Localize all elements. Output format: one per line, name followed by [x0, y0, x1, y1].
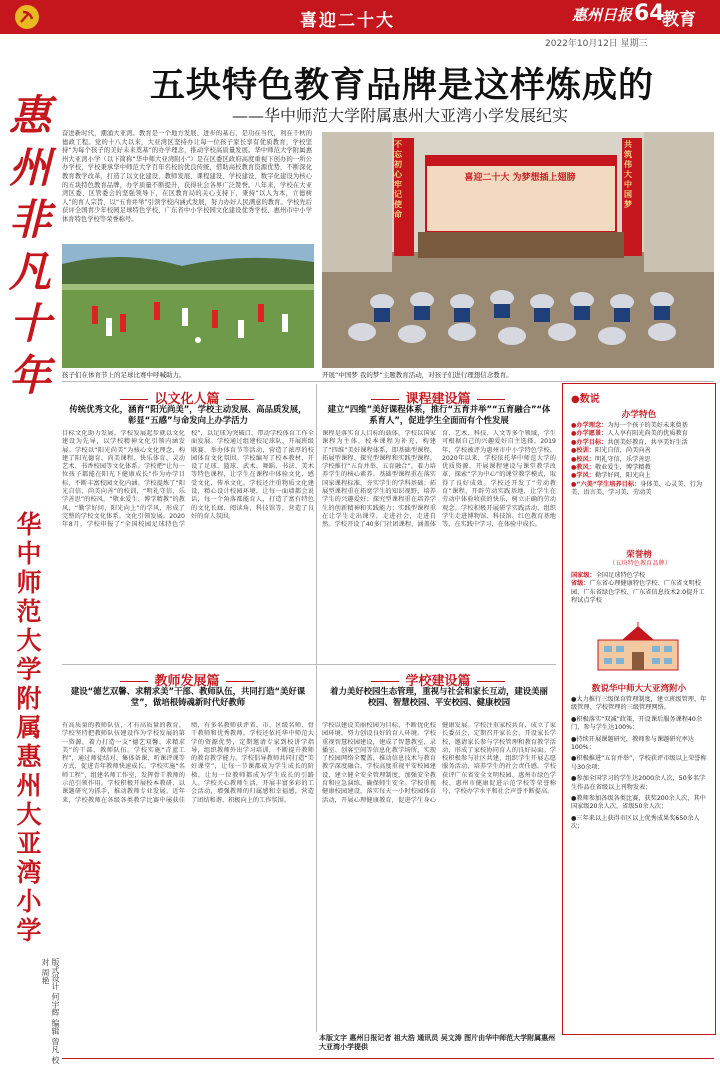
- photo2-caption: 开展“中国梦 我的梦”主题教育活动，对孩子们进行理想信念教育。: [322, 371, 513, 379]
- data-title: 数说华中师大大亚湾附小: [591, 684, 687, 694]
- section-culture-deck: 传统优秀文化，涵育“阳光尚美”，学校主动发展、高品质发展，彰显“五感”与命发向上办学活力: [69, 404, 307, 425]
- list-item: ●“六美”学生培养目标：身体美、心灵美、行为美、语言美、学习美、劳动美: [571, 480, 703, 497]
- list-item: ●积极推进“五育并举”，学校获评市级以上荣誉称号30余项；: [571, 755, 707, 771]
- data-list: [571, 696, 709, 832]
- page-number: 64: [634, 1, 665, 26]
- divider-mid: [62, 664, 556, 665]
- school-building-illustration: [588, 622, 688, 674]
- page-name: 教育: [662, 10, 696, 30]
- list-item: ●持续开展课题研究，教师参与课题研究率达100%；: [571, 735, 694, 752]
- list-item: ●校风：明礼守信，乐学善思: [571, 455, 651, 463]
- section-culture-title: 以文化人篇: [62, 388, 312, 407]
- list-item: ●积极落实“双减”政策，开设课后服务课程40余门，参与学生达100%；: [571, 715, 703, 732]
- photo-soccer-match: [62, 244, 314, 368]
- list-item: 省级：广东省心理健康特色学校、广东省文明校园、广东省绿色学校、广东省信息技术2.0提升工程试点学校: [571, 580, 705, 605]
- list-item: ●三年来以上获得市区以上优秀成果奖650余人次；: [571, 814, 700, 831]
- footer-rule: [62, 1058, 714, 1059]
- date-line: 2022年10月12日 星期三: [545, 39, 648, 49]
- list-item: ●参加全国学习的学生达2000余人次，50多名学生作品在省级以上刊物发表；: [571, 775, 706, 791]
- feature-title: 办学特色: [621, 410, 657, 420]
- side-credit: 版式设计 何宇辉 编辑 曾凡 校对 周艳: [41, 958, 60, 1065]
- party-emblem-icon: [14, 4, 40, 30]
- list-item: ●办学愿景：人人享有阳光尚美的优质教育: [571, 430, 688, 438]
- side-title: 惠州非凡十年: [8, 91, 51, 400]
- photo2-slogan-right: 共筑伟大中国梦: [624, 140, 632, 209]
- section-teacher-body: 有高质量的教师队伍，才有高质量的教育。学校坚持把教师队伍建设作为学校发展的第一资源，着力打造一支“德艺双馨、求精求美”的干部、教师队伍。学校实施“青蓝工程”，通过师徒结对、集体备课、听课评课等方式，促进青年教师快速成长。学校实施“名师工程”，组建名师工作室，发挥骨干教师的示范引领作用。学校积极开展校本教研，以课题研究为抓手，推动教师专业发展。近年来，学校教师在各级各类教学比赛中屡获佳绩，有多名教师获评省、市、区级名师、骨干教师和优秀教师。学校还依托华中师范大学的资源优势，定期邀请专家到校讲学指导，组织教师外出学习培训，不断提升教师的教育教学能力。学校倡导教师共同打造“美好课堂”，让每一节课都成为学生成长的阶梯，让每一位教师都成为学生成长的引路人。学校关心教师生活，开展丰富多彩的工会活动，增强教师的归属感和幸福感，营造了团结和谐、积极向上的工作氛围。: [62, 722, 314, 804]
- list-item: ●校训：阳光自信，尚美向善: [571, 447, 651, 455]
- paper-name: 惠州日报: [572, 6, 633, 24]
- list-item: ●教师参加各级各类比赛，获奖200余人次，其中国家级20余人次，省级50余人次；: [571, 795, 706, 811]
- section-teacher-deck: 建设“德艺双馨、求精求美”干部、教师队伍，共同打造“美好课堂”，做培根铸魂新时代好教师: [70, 686, 306, 707]
- byline: 本版文字 惠州日报记者 祖大浩 通讯员 吴文涛 图片由华中师范大学附属惠州大亚湾小学提供: [319, 1034, 556, 1051]
- photo-assembly-hall: [322, 132, 714, 368]
- facts-title: ●数说: [571, 394, 600, 405]
- divider-col1: [316, 384, 317, 1032]
- list-item: ●学风：勤学好问，阳光向上: [571, 472, 651, 480]
- photo2-banner: 喜迎二十大 为梦想插上翅膀: [464, 173, 576, 183]
- section-curriculum-deck: 建立“四维”美好课程体系，推行“五育并举”“五育融合”“体系育人”，促进学生全面而有个性发展: [327, 404, 551, 425]
- main-headline: 五块特色教育品牌是这样炼成的: [150, 65, 655, 106]
- photo2-slogan-left: 不忘初心牢记使命: [394, 140, 402, 219]
- list-item: ●办学目标：共创美好教育，共享美好生活: [571, 438, 688, 446]
- page-header: [0, 0, 720, 34]
- section-title: 喜迎二十大: [300, 11, 395, 31]
- section-campus-deck: 着力美好校园生态管理，重视与社会和家长互动，建设美丽校园、智慧校园、平安校园、健康校园: [330, 686, 548, 707]
- section-campus-title: 学校建设篇: [322, 670, 554, 689]
- honor-list: [571, 572, 709, 606]
- intro-text: 奋进新时代，潮涌大亚湾。教育是一个地方发展、进步的基石，是功在当代，利在千秋的德政工程。党的十八大以来，大亚湾区坚持办让每一位孩子家长享有优质教育，学校坚持“为每个孩子的美好未来奠基”的办学理念，推动学校高质量发展。华中师范大学附属惠州大亚湾小学（以下简称“华中师大亚湾附小”）是在区委区政府高度重视下创办的一所公办学校，学校秉承华中师范大学百年名校的优良传统，借助高校教育资源优势，不断深化教育教学改革，打造了以文化建设、教师发展、课程建设、学校建设、数字化建设为核心的五块特色教育品牌，办学质量不断提升，获得社会各界广泛赞誉。八年来，学校在大亚湾区委、区管委会的坚强领导下，在区教育局的关心支持下，秉持“以人为本，立德树人”的育人宗旨，以“五育并举”引领学校内涵式发展，努力办好人民满意的教育。学校先后获评全国青少年校园足球特色学校、广东省中小学校园文化建设优秀学校、惠州市中小学体育特色学校等荣誉称号。: [62, 130, 312, 223]
- list-item: 国家级：全国足球特色学校: [571, 572, 646, 579]
- sub-headline: ——华中师范大学附属惠州大亚湾小学发展纪实: [232, 106, 569, 125]
- honor-note: （五块特色教育品牌）: [609, 560, 671, 567]
- section-curriculum-body: 课程是落实育人目标的载体。学校以国家课程为主体，校本课程为补充，构建了“四维”美好课程体系，即基础型课程、拓展型课程、探究型课程和实践型课程。学校推行“五育并举、五育融合”，着力培养学生的核心素养。基础型课程重在落实国家课程标准，夯实学生的学科基础；拓展型课程重在拓宽学生的知识视野，培养学生的兴趣爱好；探究型课程重在培养学生的创新精神和实践能力；实践型课程重在让学生走出课堂，走进社会，走进自然。学校开设了40多门社团课程，涵盖体育、艺术、科技、人文等多个领域，学生可根据自己的兴趣爱好自主选择。2019年，学校被评为惠州市中小学特色学校。2020年以来，学校依托华中师范大学的优质资源，开展课程建设与课堂教学改革，探索“学为中心”的课堂教学模式，取得了良好成效。学校还开发了“劳动教育”课程，开辟劳动实践基地，让学生在劳动中体验收获的快乐，树立正确的劳动观念。学校积极开展研学实践活动，组织学生走进博物馆、科技馆、红色教育基地等，在实践中学习，在体验中成长。: [322, 430, 556, 529]
- side-subtitle: 华中师范大学附属惠州大亚湾小学: [16, 510, 42, 945]
- photo1-caption: 孩子们在体育节上的足球比赛中呼喊助力。: [62, 371, 186, 379]
- list-item: ●大力推行三级保育管理制度，建立班级管理、年级管理、学校管理的三级管理网络。: [571, 696, 707, 712]
- facts-sidebar: [562, 383, 716, 1035]
- section-teacher-title: 教师发展篇: [62, 670, 312, 689]
- section-curriculum-title: 课程建设篇: [322, 388, 554, 407]
- feature-list: [571, 422, 709, 498]
- honor-title: 荣誉榜: [626, 550, 652, 560]
- list-item: ●教风：敬业爱生，博学精教: [571, 464, 651, 472]
- list-item: ●办学理念：为每一个孩子的美好未来奠基: [571, 422, 688, 429]
- section-culture-body: 目标文化助力发展。学校发展起步就以文化建设为先导，以学校精神文化引领内涵发展。学校以“阳光尚美”为核心文化理念，构建了阳光德育、尚美课程、快乐体育、灵动艺术、书香校园等文化体系。学校把“让每一位孩子都能在阳光下健康成长”作为办学目标，不断丰富校园文化内涵。学校提炼了“阳光自信、尚美向善”的校训，“明礼守信、乐学善思”的校风，“敬业爱生、博学精教”的教风，“勤学好问、阳光向上”的学风，形成了完整的学校文化体系。文化引领发展。2020年8月，学校申报了“全国校园足球特色学校”，以足球为突破口，带动学校体育工作全面发展。学校通过组建校足球队、开展班级联赛、举办体育节等活动，营造了浓厚的校园体育文化氛围。学校编写了校本教材，开设了足球、篮球、武术、舞蹈、书法、美术等特色课程，让学生在课程中体验文化、感受文化、传承文化。学校还注重物质文化建设，精心设计校园环境，让每一面墙都会说话，每一个角落都能育人，打造了富有特色的文化长廊、阅读角、科技馆等，营造了良好的育人氛围。: [62, 430, 314, 529]
- section-campus-body: 学校以建设美丽校园为目标，不断优化校园环境，努力创设良好的育人环境。学校重视智慧校园建设，建成了智慧教室、录播室、创客空间等信息化教学场所，实现了校园网络全覆盖，推动信息技术与教育教学深度融合。学校高度重视平安校园建设，建立健全安全管理制度，加强安全教育和应急演练，确保师生安全。学校重视健康校园建设，落实每天一小时校园体育活动，开展心理健康教育，促进学生身心健康发展。学校注重家校共育，成立了家长委员会，定期召开家长会，开设家长学校，邀请家长参与学校管理和教育教学活动，形成了家校协同育人的良好局面。学校积极参与社区共建，组织学生开展志愿服务活动，培养学生的社会责任感。学校获评广东省安全文明校园、惠州市绿色学校、惠州市健康促进示范学校等荣誉称号，学校办学水平和社会声誉不断提高。: [322, 722, 556, 804]
- divider-top: [62, 381, 714, 382]
